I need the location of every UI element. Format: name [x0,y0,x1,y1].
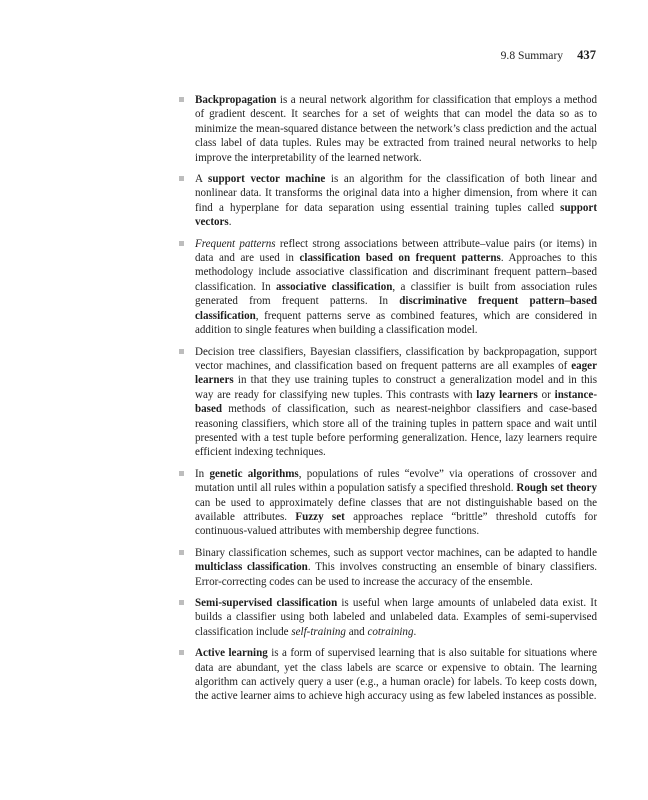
text-run: . [413,625,417,638]
bullet-marker-icon [179,600,184,605]
bullet-item [179,237,597,338]
bold-term: support vector machine [208,173,326,186]
bullet-text [195,346,597,459]
bullet-marker-icon [179,349,184,354]
bullet-text [195,468,597,538]
bold-term: Rough set theory [516,482,597,495]
bold-term: discriminative frequent pattern–based classification [195,295,597,322]
bold-term: classification based on frequent patterns [299,252,501,265]
text-run: Binary classification schemes, such as support vector machines, can be adapted to handle [195,546,597,559]
bullet-marker-icon [179,97,184,102]
bold-term: lazy learners [476,388,538,401]
text-run: approaches replace “brittle” threshold cutoffs for continuous-valued attributes with membership degree functions. [195,510,597,538]
bullet-item [179,596,597,639]
bold-term: eager learners [195,359,597,387]
bullet-text [195,547,597,588]
bold-term: associative classification [275,280,393,293]
text-run: , populations of rules “evolve” via operations of crossover and mutation until all rules within a population satisfy a specified threshold. [195,467,598,495]
text-run: methods of classification, such as nearest-neighbor classifiers and case-based reasoning classifiers, which store all of the training tuples in pattern space and wait until presented with a test tuple before performing generalization. Hence, lazy learners require efficient indexing techniques. [195,403,597,459]
text-run: In [195,467,210,480]
bullet-item [179,646,597,704]
bullet-text [195,238,597,336]
bullet-marker-icon [179,176,184,181]
bullet-marker-icon [179,550,184,555]
bullet-item [179,93,597,165]
text-run: is an algorithm for the classification of both linear and nonlinear data. It transforms the original data into a higher dimension, from where it can find a hyperplane for data separation using essential training tuples called [195,173,598,214]
bullet-item [179,345,597,460]
bold-term: Active learning [195,647,268,660]
bold-term: Fuzzy set [295,510,345,523]
text-run: or [537,388,555,401]
text-run: reflect strong associations between attribute–value pairs (or items) in data and are used in [195,237,597,265]
text-run: . This involves constructing an ensemble of binary classifiers. Error-correcting codes can be used to increase the accuracy of the ensemble. [195,561,598,588]
bullet-text [195,173,597,228]
text-run: A [195,173,209,186]
text-run: . [228,216,232,229]
page-number: 437 [577,48,596,62]
bullet-marker-icon [179,650,184,655]
italic-term: self-training [291,625,346,638]
bullet-item [179,467,597,539]
bold-term: Backpropagation [195,94,277,106]
italic-term: Frequent patterns [195,237,276,250]
text-run: in that they use training tuples to construct a generalization model and in this way are ready for classifying new tuples. This contrasts with [195,374,597,401]
running-head [501,48,596,63]
summary-bullet-list [179,93,597,711]
bullet-item [179,546,597,589]
text-run: , a classifier is built from association rules generated from frequent patterns. In [195,280,597,308]
text-run: is useful when large amounts of unlabeled data exist. It builds a classifier using both labeled and unlabeled data. Examples of semi-supervised classification include [195,597,598,638]
bold-term: instance-based [195,388,597,416]
bold-term: multiclass classification [195,561,308,574]
bullet-text [195,597,597,638]
text-run: and [345,625,368,638]
bullet-marker-icon [179,471,184,476]
bullet-text [195,647,597,702]
text-run: is a neural network algorithm for classification that employs a method of gradient descent. It searches for a set of weights that can model the data so as to minimize the mean-squared distance between the network’s class prediction and the actual class label of data tuples. Rules may be extracted from trained neural networks to help improve the interpretability of the learned network. [195,94,597,164]
section-label: 9.8 Summary [500,49,564,62]
bullet-text [195,94,597,164]
bold-term: genetic algorithms [209,467,299,480]
text-run: is a form of supervised learning that is also suitable for situations where data are abundant, yet the class labels are scarce or expensive to obtain. The learning algorithm can actively query a user (e.g., a human oracle) for labels. To keep costs down, the active learner aims to achieve high accuracy using as few labeled instances as possible. [195,647,597,703]
text-run: . Approaches to this methodology include associative classification and discriminant frequent pattern–based classification. In [195,252,598,293]
bold-term: support vectors [195,201,597,229]
text-run: Decision tree classifiers, Bayesian classifiers, classification by backpropagation, support vector machines, and classification based on frequent patterns are all examples of [195,345,597,372]
text-run: , frequent patterns serve as combined features, which are considered in addition to single features when building a classification model. [195,309,597,337]
text-run: can be used to approximately define classes that are not distinguishable based on the available attributes. [195,496,597,523]
bullet-marker-icon [179,241,184,246]
bullet-item [179,172,597,230]
bold-term: Semi-supervised classification [195,597,338,609]
italic-term: cotraining [367,625,414,638]
